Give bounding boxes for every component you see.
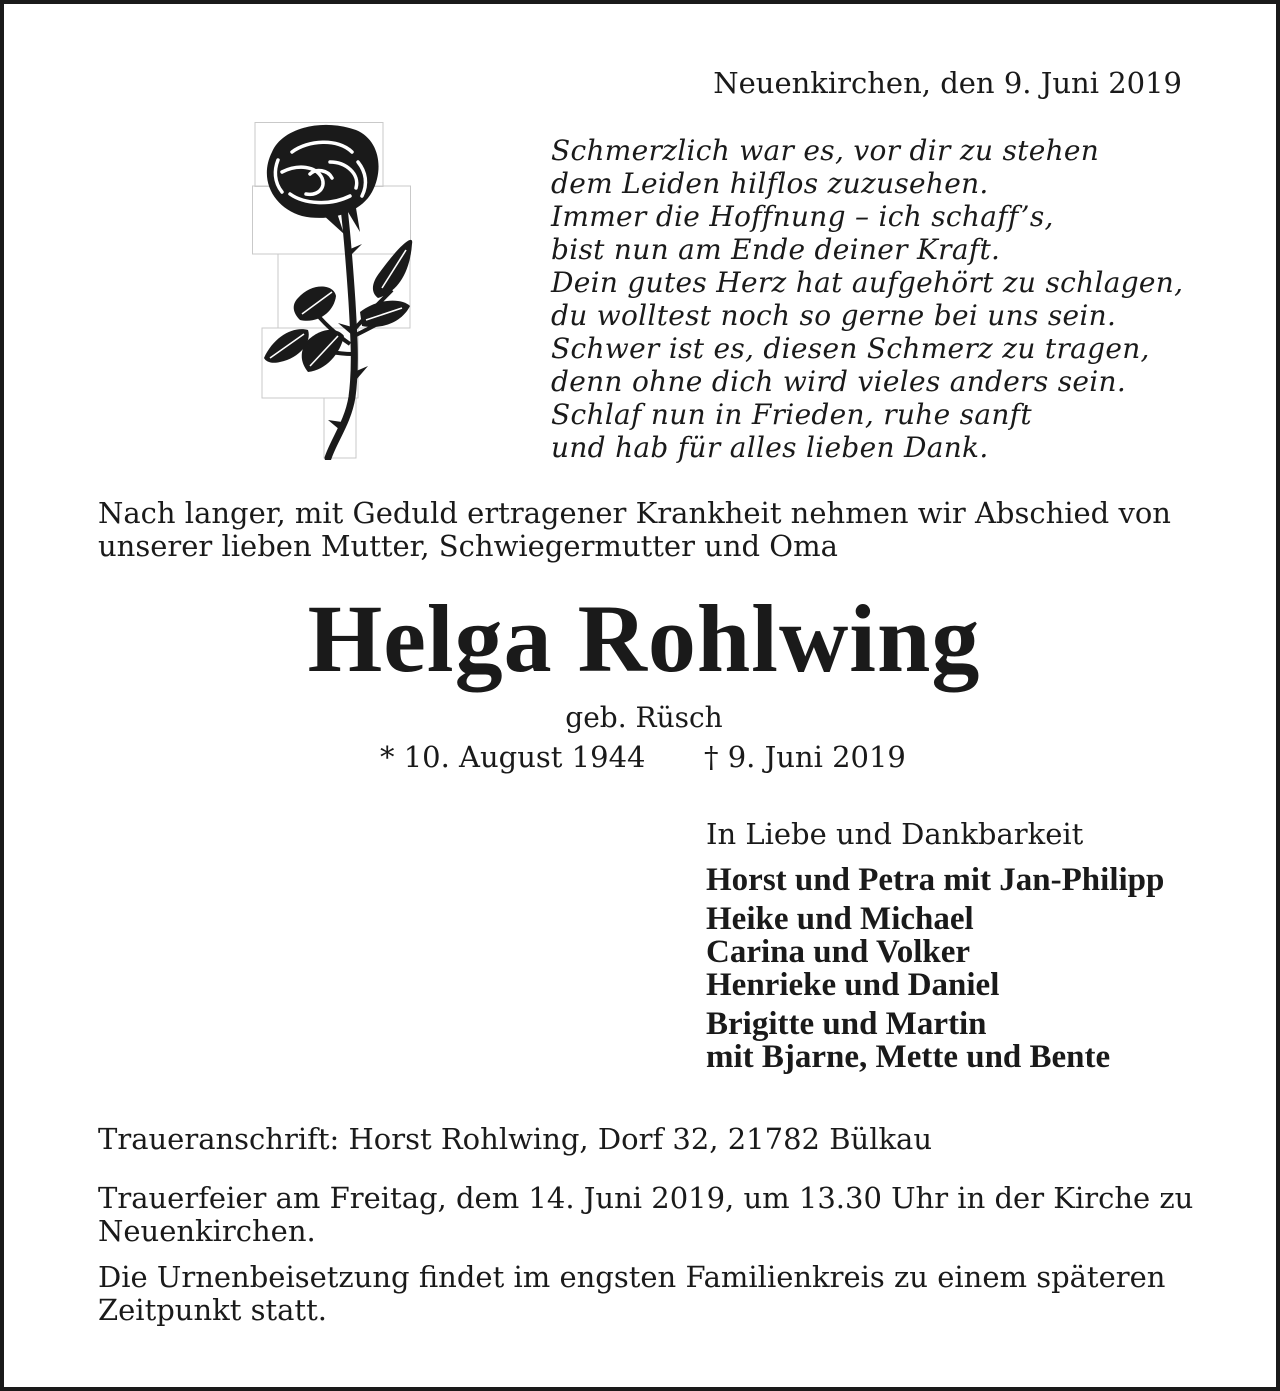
ceremony-info [98,1181,1194,1248]
poem [551,134,1183,464]
intro-line: unserer lieben Mutter, Schwiegermutter und Oma [98,529,838,563]
rose-icon [252,122,414,460]
poem-line: bist nun am Ende deiner Kraft. [551,233,1001,266]
ceremony-line: Neuenkirchen. [98,1214,316,1248]
poem-line: Schlaf nun in Frieden, ruhe sanft [551,398,1032,431]
poem-line: Immer die Hoffnung – ich schaff’s, [551,200,1054,233]
place-date: Neuenkirchen, den 9. Juni 2019 [713,66,1182,100]
mourner-name: Brigitte und Martin [706,1006,987,1042]
mourner-name: Henrieke und Daniel [706,967,1000,1003]
gratitude-line: In Liebe und Dankbarkeit [706,817,1084,851]
birth-date: * 10. August 1944 [380,740,646,774]
poem-line: dem Leiden hilflos zuzusehen. [551,167,989,200]
deceased-name: Helga Rohlwing [307,585,981,692]
ceremony-line: Trauerfeier am Freitag, dem 14. Juni 2019, um 13.30 Uhr in der Kirche zu [98,1181,1194,1215]
maiden-name: geb. Rüsch [565,701,723,734]
mourners-list [706,864,1164,1074]
poem-line: Schwer ist es, diesen Schmerz zu tragen, [551,332,1150,365]
mourner-name: Horst und Petra mit Jan-Philipp [706,862,1165,898]
burial-line: Die Urnenbeisetzung findet im engsten Familienkreis zu einem späteren [98,1260,1166,1294]
burial-line: Zeitpunkt statt. [98,1293,327,1327]
mourner-name: Carina und Volker [706,934,971,970]
mourner-name: mit Bjarne, Mette und Bente [706,1039,1111,1075]
poem-line: und hab für alles lieben Dank. [551,431,989,464]
poem-line: Schmerzlich war es, vor dir zu stehen [551,134,1100,167]
poem-line: denn ohne dich wird vieles anders sein. [551,365,1127,398]
death-date: † 9. Juni 2019 [704,740,906,774]
poem-line: Dein gutes Herz hat aufgehört zu schlagen, [551,266,1184,299]
poem-line: du wolltest noch so gerne bei uns sein. [551,299,1117,332]
mourner-name: Heike und Michael [706,901,974,937]
intro-line: Nach langer, mit Geduld ertragener Krankheit nehmen wir Abschied von [98,496,1171,530]
intro-text [98,497,1190,563]
burial-info [98,1261,1190,1327]
mourning-address: Traueranschrift: Horst Rohlwing, Dorf 32, 21782 Bülkau [98,1122,933,1156]
